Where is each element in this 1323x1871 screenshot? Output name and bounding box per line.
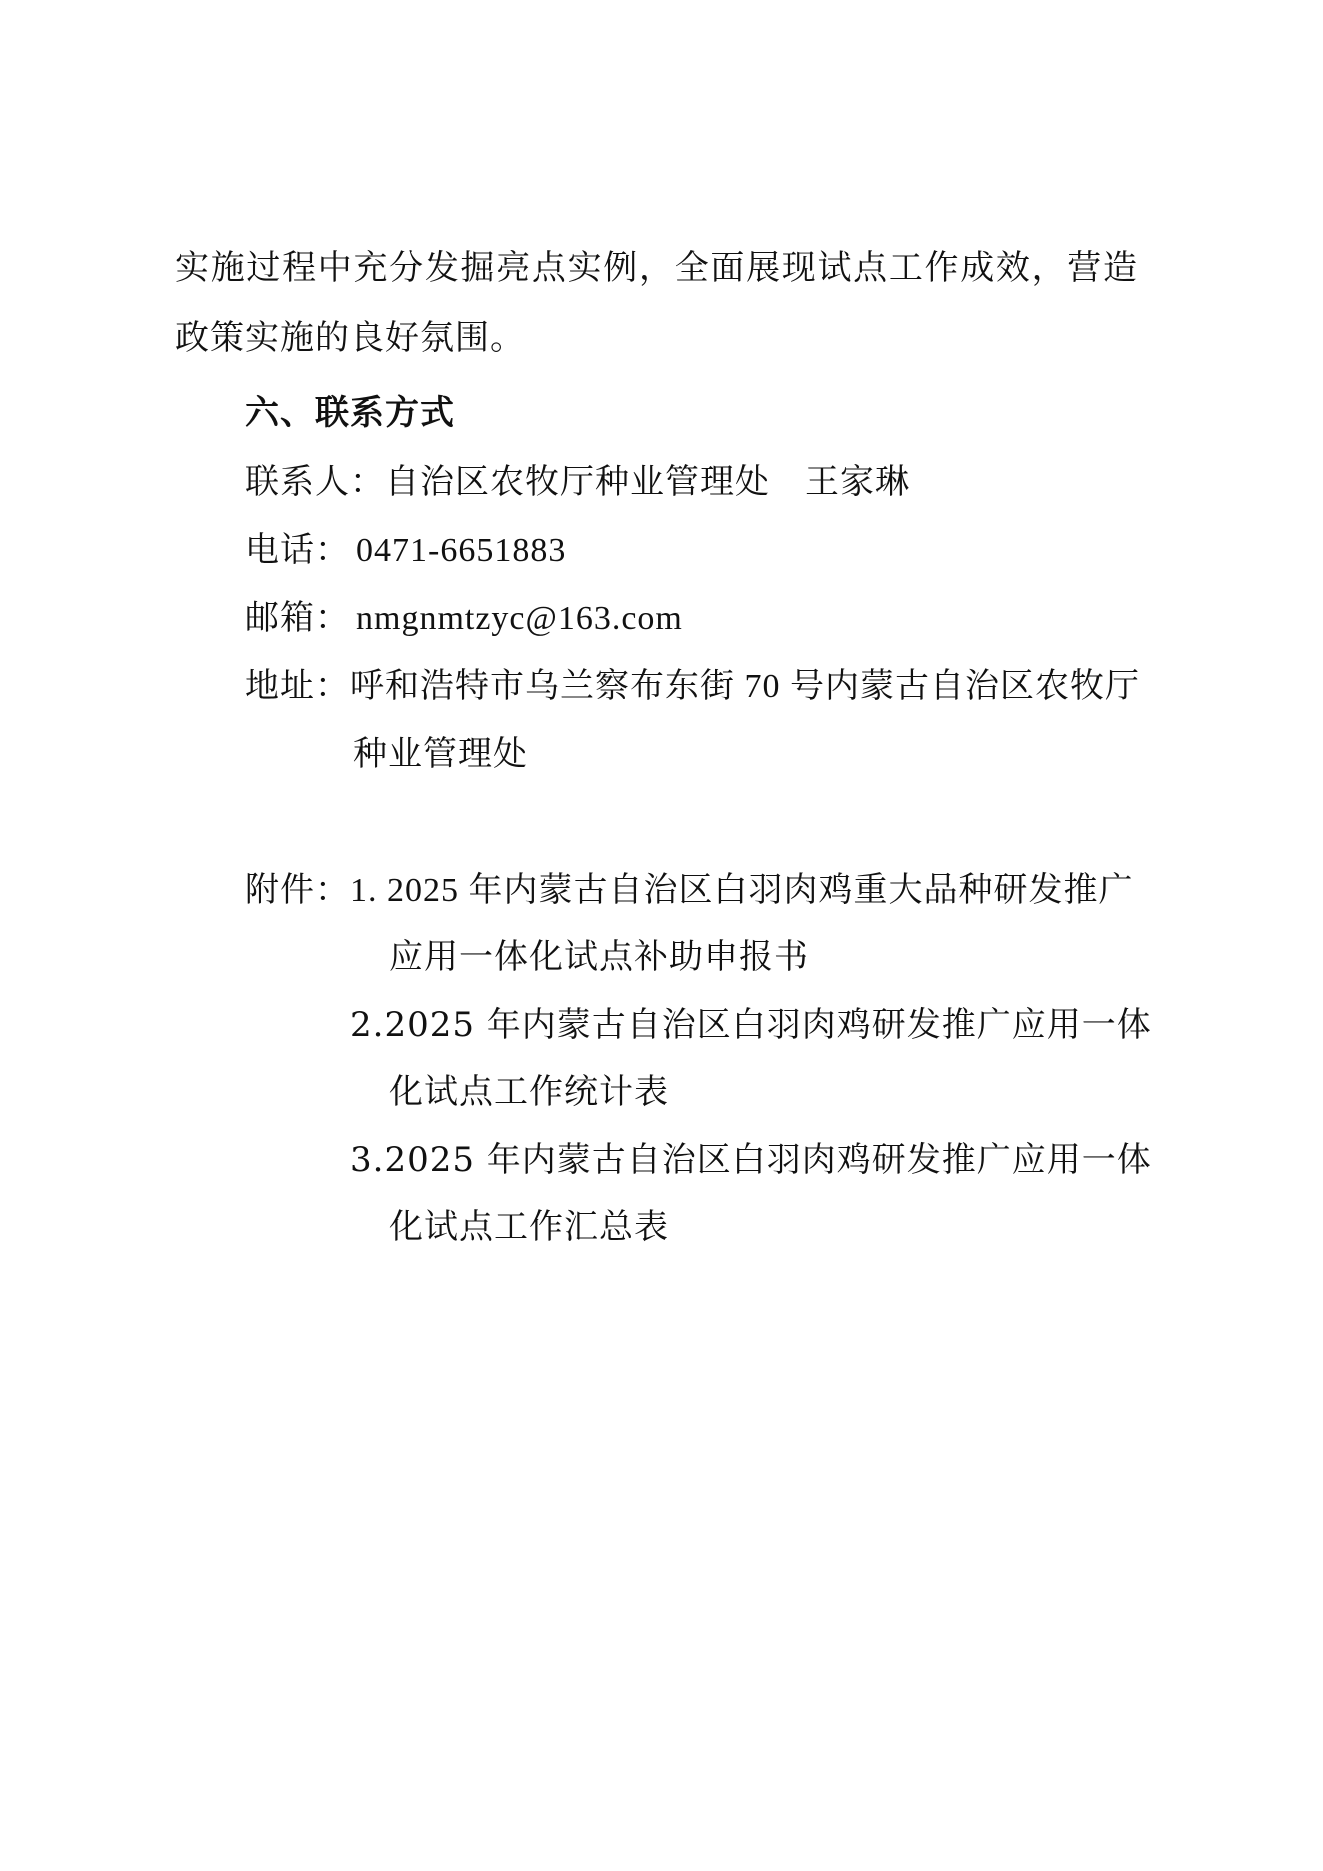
attachment-item-1-line-1: 1. 2025 年内蒙古自治区白羽肉鸡重大品种研发推广 (350, 872, 1134, 909)
attachments-label: 附件： (245, 870, 350, 910)
attachment-item-1-line-2: 应用一体化试点补助申报书 (389, 937, 809, 977)
address-line-2: 种业管理处 (353, 734, 528, 774)
section-heading: 六、联系方式 (245, 393, 455, 433)
attachment-item-3-line-1: 3.2025 年内蒙古自治区白羽肉鸡研发推广应用一体 (350, 1140, 1152, 1180)
contact-person-value: 自治区农牧厅种业管理处 王家琳 (385, 464, 910, 501)
body-paragraph-line-1: 实施过程中充分发掘亮点实例，全面展现试点工作成效，营造 (175, 248, 1137, 288)
attachment-item-3-line-2: 化试点工作汇总表 (389, 1207, 669, 1247)
phone-value: 0471-6651883 (356, 532, 567, 569)
body-paragraph-line-2: 政策实施的良好氛围。 (175, 318, 525, 358)
attachment-item-2-line-1: 2.2025 年内蒙古自治区白羽肉鸡研发推广应用一体 (350, 1005, 1152, 1045)
phone-row (245, 530, 566, 571)
address-row (245, 666, 1140, 707)
attachment-item-2-line-2: 化试点工作统计表 (389, 1072, 669, 1112)
attachment-row-1 (245, 870, 1134, 911)
email-row (245, 598, 683, 639)
address-line-1: 呼和浩特市乌兰察布东街 70 号内蒙古自治区农牧厅 (350, 668, 1140, 705)
phone-label: 电话： (245, 530, 350, 570)
contact-person-label: 联系人： (245, 462, 385, 502)
address-label: 地址： (245, 666, 350, 706)
contact-person-row (245, 462, 910, 503)
email-label: 邮箱： (245, 598, 350, 638)
email-value: nmgnmtzyc@163.com (356, 600, 683, 637)
